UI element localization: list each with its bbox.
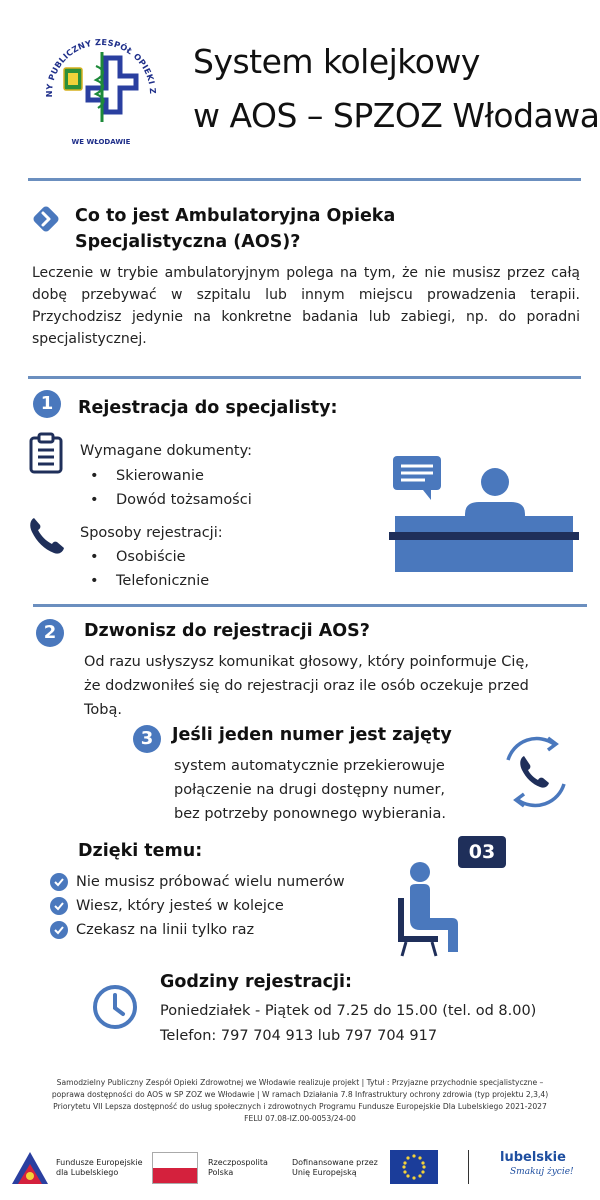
aos-heading-line2: Specjalistyczna (AOS)? xyxy=(75,232,301,252)
project-info-line1: Samodzielny Publiczny Zespół Opieki Zdrowotnej we Włodawie realizuje projekt | Tytuł : Przyjazne przychodnie specjalistyczne – xyxy=(56,1078,544,1087)
call-forward-icon xyxy=(494,730,578,818)
check-icon xyxy=(50,897,68,915)
lubelskie-name: lubelskie xyxy=(500,1150,566,1165)
eu-cofinance-text xyxy=(292,1158,378,1178)
hours-heading: Godziny rejestracji: xyxy=(160,972,353,992)
chevron-right-icon xyxy=(32,205,60,233)
step-number-3: 3 xyxy=(133,725,161,753)
page-title-line1: System kolejkowy xyxy=(193,42,480,81)
lubelskie-slogan: Smakuj życie! xyxy=(510,1167,574,1177)
eu-flag-icon xyxy=(390,1150,438,1188)
step3-text-line2: połączenie na drugi dostępny numer, xyxy=(174,782,446,798)
aos-description: Leczenie w trybie ambulatoryjnym polega na tym, że nie musisz przez całą dobę przebywać w szpitalu lub innym miejscu prowadzenia terapii. Przychodzisz jedynie na konkretne badania lub zabiegi, np. do poradni specjalistycznej. xyxy=(32,265,580,347)
step2-text-line1: Od razu usłyszysz komunikat głosowy, który poinformuje Cię, xyxy=(84,654,529,670)
waiting-person-icon xyxy=(392,858,472,962)
logo-bottom-text: WE WŁODAWIE xyxy=(71,138,131,146)
step1-heading: Rejestracja do specjalisty: xyxy=(78,398,338,418)
rzeczpospolita-line2: Polska xyxy=(208,1168,234,1177)
queue-number-display: 03 xyxy=(458,836,506,868)
benefit-text: Nie musisz próbować wielu numerów xyxy=(76,874,345,890)
step3-text-line1: system automatycznie przekierowuje xyxy=(174,758,445,774)
step-number-1: 1 xyxy=(33,390,61,418)
lubelskie-logo xyxy=(500,1150,590,1178)
aos-heading-line1: Co to jest Ambulatoryjna Opieka xyxy=(75,206,396,226)
clock-icon xyxy=(92,984,138,1034)
step2-text-line2: że dodzwoniłeś się do rejestracji oraz ile osób oczekuje przed xyxy=(84,678,529,694)
rzeczpospolita-text xyxy=(208,1158,268,1178)
step3-text-line3: bez potrzeby ponownego wybierania. xyxy=(174,806,446,822)
eu-funds-logo xyxy=(10,1150,50,1190)
benefits-list xyxy=(50,870,345,942)
benefit-text: Wiesz, który jesteś w kolejce xyxy=(76,898,284,914)
aos-heading xyxy=(75,203,455,255)
benefits-heading: Dzięki temu: xyxy=(78,841,203,861)
list-item xyxy=(50,870,345,894)
list-item: • Telefonicznie xyxy=(86,569,209,593)
divider xyxy=(468,1150,469,1184)
check-icon xyxy=(50,873,68,891)
list-item xyxy=(50,894,345,918)
divider xyxy=(28,178,581,181)
project-info xyxy=(10,1077,590,1125)
phone-icon xyxy=(28,514,66,560)
project-info-line2: poprawa dostępności do AOS w SP ZOZ we Włodawie | W ramach Działania 7.8 Infrastruktury ochrony zdrowia (typ projektu 2,3,4) xyxy=(51,1090,549,1099)
clipboard-icon xyxy=(28,432,64,478)
list-item: • Dowód tożsamości xyxy=(86,488,252,512)
divider xyxy=(28,376,581,379)
methods-label: Sposoby rejestracji: xyxy=(80,525,223,541)
step2-text-line3: Tobą. xyxy=(84,702,122,718)
project-info-line4: FELU 07.08-IZ.00-0053/24-00 xyxy=(244,1114,356,1123)
docs-label: Wymagane dokumenty: xyxy=(80,443,253,459)
check-icon xyxy=(50,921,68,939)
hours-phone: Telefon: 797 704 913 lub 797 704 917 xyxy=(160,1028,438,1044)
eu-funds-text xyxy=(56,1158,143,1178)
docs-list xyxy=(86,464,252,512)
poland-flag xyxy=(152,1152,198,1184)
spzoz-logo xyxy=(36,22,166,152)
hours-line1: Poniedziałek - Piątek od 7.25 do 15.00 (tel. od 8.00) xyxy=(160,1003,537,1019)
reception-desk-illustration xyxy=(385,452,580,586)
list-item: • Osobiście xyxy=(86,545,209,569)
logo-ring-text: NY PUBLICZNY ZESPÓŁ OPIEKI Z xyxy=(43,36,159,98)
project-info-line3: Priorytetu VII Lepsza dostępność do usług społecznych i zdrowotnych Programu Fundusze Europejskie Dla Lubelskiego 2021-2027 xyxy=(53,1102,547,1111)
eu-funds-line1: Fundusze Europejskie xyxy=(56,1158,143,1167)
step-number-2: 2 xyxy=(36,619,64,647)
eu-cofinance-line1: Dofinansowane przez xyxy=(292,1158,378,1167)
list-item: • Skierowanie xyxy=(86,464,252,488)
benefit-text: Czekasz na linii tylko raz xyxy=(76,922,255,938)
rzeczpospolita-line1: Rzeczpospolita xyxy=(208,1158,268,1167)
divider xyxy=(33,604,587,607)
step2-heading: Dzwonisz do rejestracji AOS? xyxy=(84,621,370,641)
list-item xyxy=(50,918,345,942)
page-title-line2: w AOS – SPZOZ Włodawa xyxy=(193,96,600,135)
methods-list xyxy=(86,545,209,593)
eu-funds-line2: dla Lubelskiego xyxy=(56,1168,119,1177)
step3-heading: Jeśli jeden numer jest zajęty xyxy=(172,725,452,745)
eu-cofinance-line2: Unię Europejską xyxy=(292,1168,357,1177)
